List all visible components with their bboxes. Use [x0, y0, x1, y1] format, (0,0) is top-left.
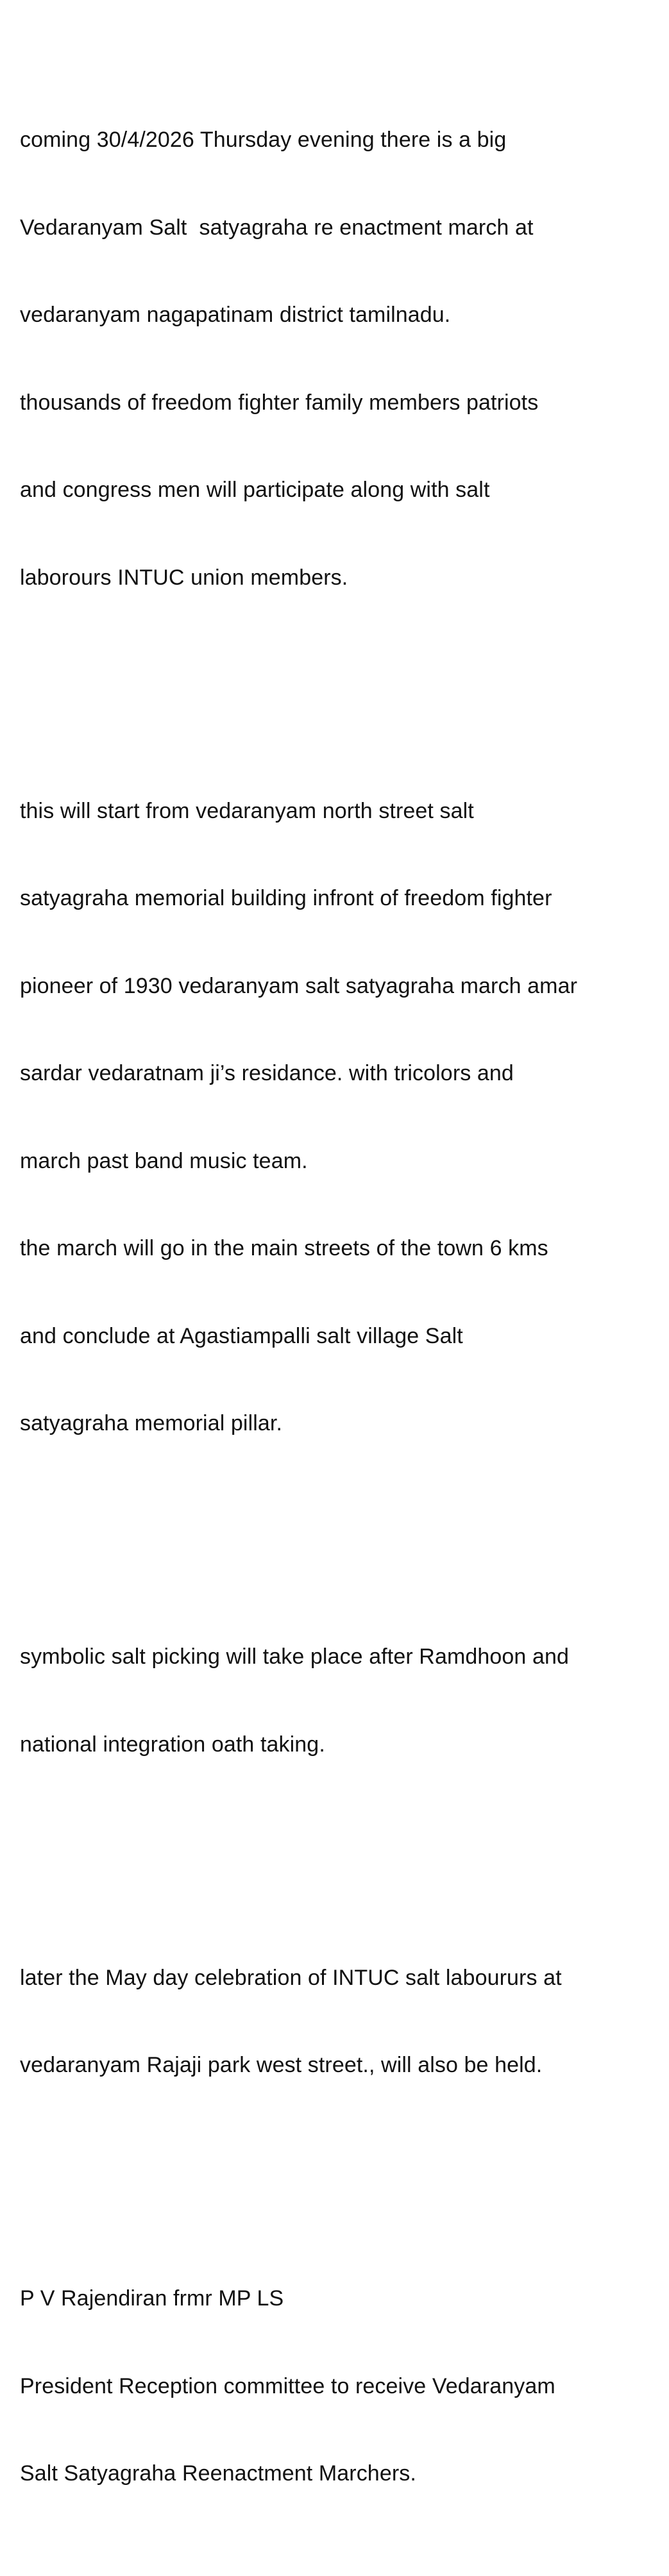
text-line: President Reception committee to receive Vedaranyam — [20, 2373, 555, 2398]
text-line: pioneer of 1930 vedaranyam salt satyagraha march amar — [20, 973, 577, 998]
paragraph-signature — [20, 2226, 661, 2547]
text-line: this will start from vedaranyam north street salt — [20, 798, 474, 823]
text-line: satyagraha memorial building infront of freedom fighter — [20, 886, 552, 910]
paragraph-announcement — [20, 67, 661, 651]
text-line: march past band music team. — [20, 1148, 308, 1173]
paragraph-salt-picking — [20, 1584, 661, 1818]
text-line: sardar vedaratnam ji’s residance. with tricolors and — [20, 1061, 514, 1085]
text-line: thousands of freedom fighter family members patriots — [20, 390, 539, 415]
text-line: coming 30/4/2026 Thursday evening there is a big — [20, 128, 507, 152]
paragraph-route — [20, 739, 661, 1497]
text-line: vedaranyam Rajaji park west street., will also be held. — [20, 2053, 543, 2077]
paragraph-may-day — [20, 1905, 661, 2139]
text-line: Salt Satyagraha Reenactment Marchers. — [20, 2461, 416, 2486]
text-line: and congress men will participate along with salt — [20, 478, 490, 502]
text-line: P V Rajendiran frmr MP LS — [20, 2286, 284, 2311]
text-line: national integration oath taking. — [20, 1732, 325, 1757]
text-line: symbolic salt picking will take place after Ramdhoon and — [20, 1644, 570, 1669]
text-line: satyagraha memorial pillar. — [20, 1411, 282, 1435]
text-line: the march will go in the main streets of the town 6 kms — [20, 1236, 548, 1260]
text-line: later the May day celebration of INTUC salt laboururs at — [20, 1965, 562, 1990]
note-body — [20, 9, 661, 2576]
text-line: laborours INTUC union members. — [20, 565, 348, 590]
text-line: Vedaranyam Salt satyagraha re enactment march at — [20, 215, 534, 240]
text-line: vedaranyam nagapatinam district tamilnadu. — [20, 303, 451, 327]
text-line: and conclude at Agastiampalli salt village Salt — [20, 1323, 463, 1348]
